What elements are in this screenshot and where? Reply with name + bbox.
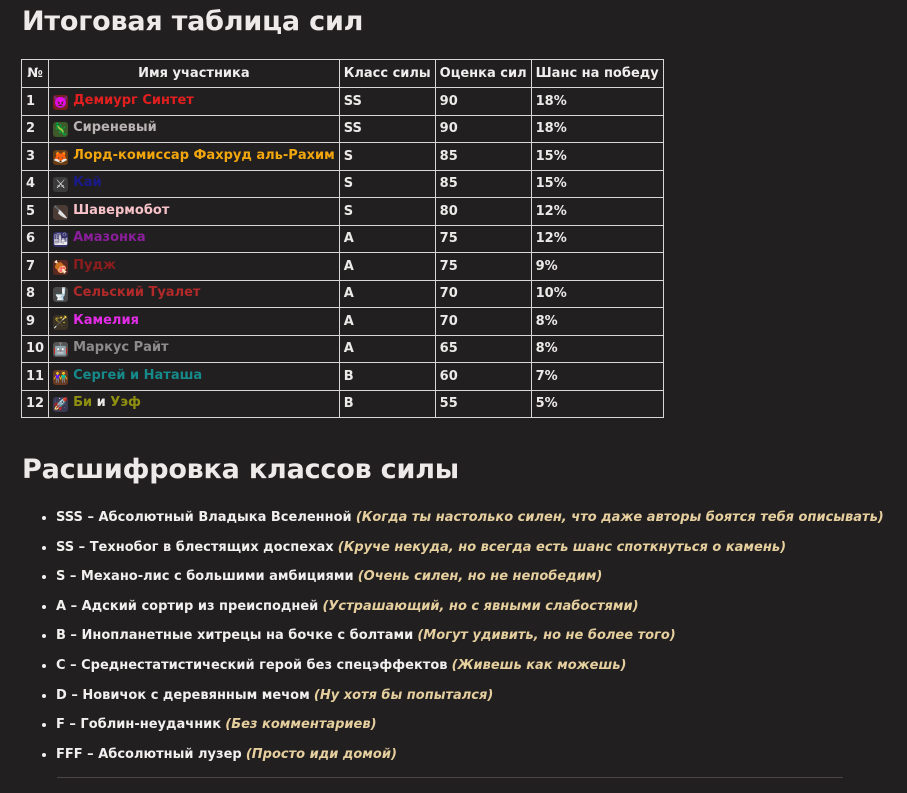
- participant-cell: [49, 88, 340, 116]
- divider: [57, 777, 843, 778]
- participant-name: Пудж: [73, 257, 116, 273]
- legend-title: Расшифровка классов силы: [22, 454, 459, 485]
- power-class: A: [339, 308, 435, 336]
- power-class: S: [339, 170, 435, 198]
- row-number: 5: [22, 198, 49, 226]
- participant-name-conjunction: и: [96, 395, 106, 411]
- power-score: 75: [435, 225, 531, 253]
- list-item: [56, 533, 884, 563]
- power-class: S: [339, 143, 435, 171]
- list-item: [56, 681, 884, 711]
- class-note: (Могут удивить, но не более того): [417, 628, 676, 644]
- row-number: 7: [22, 253, 49, 281]
- class-label: SS – Технобог в блестящих доспехах: [56, 539, 334, 555]
- class-label: SSS – Абсолютный Владыка Вселенной: [56, 510, 352, 525]
- table-header-row: [22, 60, 664, 88]
- participant-name-first: Би: [73, 395, 93, 411]
- class-label: A – Адский сортир из преисподней: [56, 598, 319, 614]
- win-chance: 7%: [531, 363, 663, 391]
- list-item: [56, 503, 884, 533]
- power-class: B: [339, 363, 435, 391]
- row-number: 8: [22, 280, 49, 308]
- row-number: 2: [22, 115, 49, 143]
- participant-name: Сельский Туалет: [73, 285, 201, 301]
- power-class: B: [339, 390, 435, 418]
- power-class: A: [339, 335, 435, 363]
- participant-cell: [49, 115, 340, 143]
- participant-name: Камелия: [73, 312, 139, 328]
- participant-name: Шавермобот: [73, 202, 170, 218]
- win-chance: 15%: [531, 143, 663, 171]
- class-note: (Просто иди домой): [245, 746, 397, 762]
- table-row: [22, 253, 664, 281]
- list-item: [56, 651, 884, 681]
- power-score: 85: [435, 170, 531, 198]
- class-note: (Круче некуда, но всегда есть шанс споткнуться о камень): [337, 539, 787, 555]
- table-row: [22, 390, 664, 418]
- city-icon: 🏙: [53, 232, 69, 247]
- power-score: 90: [435, 115, 531, 143]
- participant-cell: [49, 198, 340, 226]
- participant-name: Маркус Райт: [73, 340, 169, 356]
- class-note: (Без комментариев): [225, 717, 377, 733]
- class-label: C – Среднестатистический герой без спецэффектов: [56, 657, 448, 673]
- win-chance: 18%: [531, 115, 663, 143]
- class-note: (Ну хотя бы попытался): [313, 687, 494, 703]
- participant-cell: [49, 280, 340, 308]
- power-class: A: [339, 280, 435, 308]
- toilet-icon: 🚽: [53, 287, 69, 302]
- knife-icon: 🔪: [53, 204, 69, 219]
- win-chance: 8%: [531, 308, 663, 336]
- power-score: 60: [435, 363, 531, 391]
- header-score: Оценка сил: [435, 60, 531, 88]
- row-number: 1: [22, 88, 49, 116]
- class-note: (Живешь как можешь): [451, 657, 627, 673]
- participant-name: Амазонка: [73, 230, 146, 246]
- win-chance: 5%: [531, 390, 663, 418]
- power-score: 70: [435, 308, 531, 336]
- robot-face-icon: 🤖: [53, 342, 69, 357]
- couple-icon: 👫: [53, 369, 69, 384]
- participant-cell: [49, 335, 340, 363]
- participant-name: Демиург Синтет: [73, 92, 194, 108]
- participant-cell: [49, 170, 340, 198]
- list-item: [56, 621, 884, 651]
- header-name: Имя участника: [49, 60, 340, 88]
- participant-cell: [49, 308, 340, 336]
- fox-icon: 🦊: [53, 149, 69, 164]
- row-number: 10: [22, 335, 49, 363]
- header-number: №: [22, 60, 49, 88]
- win-chance: 18%: [531, 88, 663, 116]
- meat-icon: 🍖: [53, 259, 69, 274]
- class-label: FFF – Абсолютный лузер: [56, 746, 242, 762]
- list-item: [56, 740, 884, 770]
- header-class: Класс силы: [339, 60, 435, 88]
- rocket-icon: 🚀: [53, 397, 69, 412]
- table-row: [22, 198, 664, 226]
- power-class: SS: [339, 88, 435, 116]
- table-row: [22, 115, 664, 143]
- power-score: 65: [435, 335, 531, 363]
- class-note: (Когда ты настолько силен, что даже авторы боятся тебя описывать): [355, 510, 884, 525]
- table-row: [22, 225, 664, 253]
- participant-name-second: Уэф: [110, 395, 141, 411]
- participant-name: Сиреневый: [73, 120, 157, 136]
- power-class: A: [339, 225, 435, 253]
- table-body: [22, 88, 664, 418]
- power-score: 70: [435, 280, 531, 308]
- power-score: 85: [435, 143, 531, 171]
- participant-cell: [49, 363, 340, 391]
- page-title: Итоговая таблица сил: [22, 6, 364, 37]
- row-number: 12: [22, 390, 49, 418]
- class-legend-list: [36, 503, 884, 769]
- devil-face-icon: 👿: [53, 94, 69, 109]
- power-table: [21, 59, 664, 418]
- class-note: (Очень силен, но не непобедим): [357, 569, 603, 585]
- table-row: [22, 170, 664, 198]
- win-chance: 9%: [531, 253, 663, 281]
- table-row: [22, 335, 664, 363]
- participant-cell: [49, 390, 340, 418]
- list-item: [56, 592, 884, 622]
- win-chance: 12%: [531, 225, 663, 253]
- power-class: SS: [339, 115, 435, 143]
- row-number: 11: [22, 363, 49, 391]
- power-score: 55: [435, 390, 531, 418]
- power-score: 75: [435, 253, 531, 281]
- list-item: [56, 710, 884, 740]
- row-number: 6: [22, 225, 49, 253]
- win-chance: 10%: [531, 280, 663, 308]
- participant-name: Кай: [73, 175, 102, 191]
- table-row: [22, 363, 664, 391]
- participant-cell: [49, 143, 340, 171]
- class-label: D – Новичок с деревянным мечом: [56, 687, 310, 703]
- participant-name: Сергей и Наташа: [73, 367, 203, 383]
- power-class: A: [339, 253, 435, 281]
- class-label: B – Инопланетные хитрецы на бочке с болтами: [56, 628, 414, 644]
- row-number: 3: [22, 143, 49, 171]
- win-chance: 15%: [531, 170, 663, 198]
- class-label: S – Механо-лис с большими амбициями: [56, 569, 354, 585]
- power-class: S: [339, 198, 435, 226]
- win-chance: 12%: [531, 198, 663, 226]
- crossed-swords-icon: ⚔: [53, 177, 68, 192]
- class-label: F – Гоблин-неудачник: [56, 717, 222, 733]
- power-score: 90: [435, 88, 531, 116]
- header-chance: Шанс на победу: [531, 60, 663, 88]
- participant-name: Лорд-комиссар Фахруд аль-Рахим: [73, 147, 335, 163]
- participant-cell: [49, 253, 340, 281]
- list-item: [56, 562, 884, 592]
- power-score: 80: [435, 198, 531, 226]
- row-number: 4: [22, 170, 49, 198]
- table-row: [22, 143, 664, 171]
- table-row: [22, 88, 664, 116]
- table-row: [22, 308, 664, 336]
- lizard-icon: 🦎: [53, 122, 69, 137]
- class-note: (Устрашающий, но с явными слабостями): [322, 598, 639, 614]
- win-chance: 8%: [531, 335, 663, 363]
- row-number: 9: [22, 308, 49, 336]
- participant-cell: [49, 225, 340, 253]
- magic-wand-icon: 🪄: [53, 314, 69, 329]
- table-row: [22, 280, 664, 308]
